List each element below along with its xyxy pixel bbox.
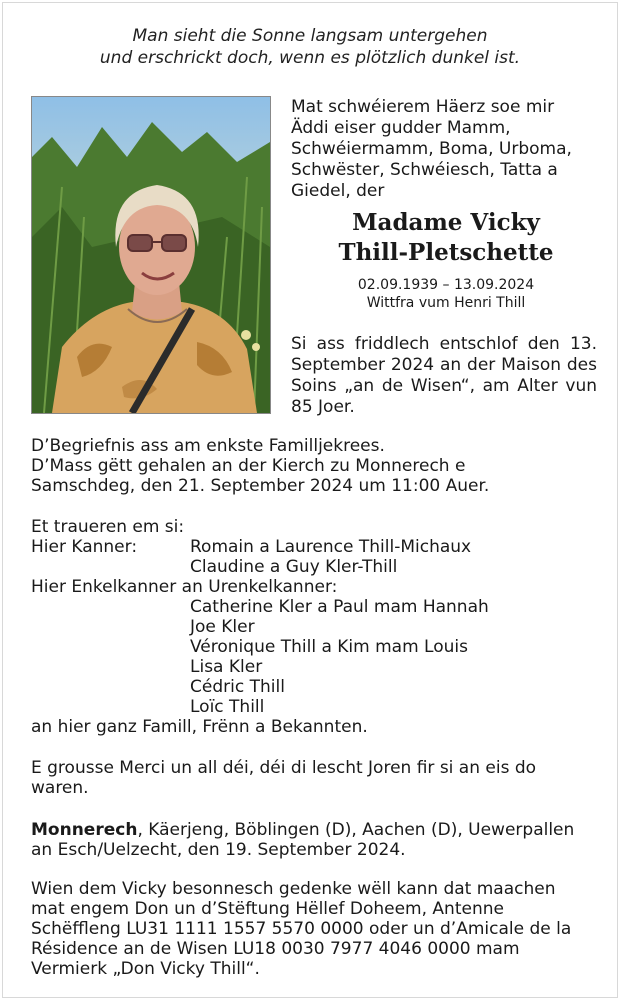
quote-line-1: Man sieht die Sonne langsam untergehen <box>132 26 488 46</box>
life-dates-block <box>291 276 601 312</box>
funeral-line: D’Begriefnis ass am enkste Familljekrees. <box>31 436 385 456</box>
intro-text <box>291 97 601 202</box>
donation-line: Wien dem Vicky besonnesch gedenke wëll kann dat maachen <box>31 879 556 899</box>
donation-line: Schëffleng LU31 1111 1557 5570 0000 oder un d’Amicale de la <box>31 919 572 939</box>
passing-statement: Si ass friddlech entschlof den 13. September 2024 an der Maison des Soins „an de Wisen“, am Alter vun 85 Joer. <box>291 334 597 417</box>
name-line-1: Madame Vicky <box>352 209 540 236</box>
place-rest: , Käerjeng, Böblingen (D), Aachen (D), Uewerpallen <box>137 820 575 840</box>
portrait-photo <box>31 96 271 414</box>
place-town: Monnerech <box>31 820 138 840</box>
donation-line: mat engem Don un d’Stëftung Hëllef Doheem, Antenne <box>31 899 504 919</box>
place-and-date <box>31 820 601 860</box>
life-dates: 02.09.1939 – 13.09.2024 <box>357 277 535 293</box>
thanks-note <box>31 758 601 798</box>
intro-line: Mat schwéierem Häerz soe mir <box>291 97 555 117</box>
donation-info <box>31 879 601 979</box>
funeral-line: D’Mass gëtt gehalen an der Kierch zu Monnerech e <box>31 456 466 476</box>
grandchild-entry: Joe Kler <box>190 617 255 637</box>
deceased-name <box>291 208 601 268</box>
children-label: Hier Kanner: <box>31 537 138 557</box>
grandchild-entry: Véronique Thill a Kim mam Louis <box>190 637 468 657</box>
mourners-list <box>31 517 601 737</box>
grandchild-entry: Catherine Kler a Paul mam Hannah <box>190 597 489 617</box>
thanks-line-1: E grousse Merci un all déi, déi di lescht Joren fir si an eis do <box>31 758 537 778</box>
donation-line: Vermierk „Don Vicky Thill“. <box>31 959 260 979</box>
widow-of: Wittfra vum Henri Thill <box>366 295 526 311</box>
child-entry: Romain a Laurence Thill-Michaux <box>190 537 472 557</box>
intro-line: Schwéiermamm, Boma, Urboma, <box>291 139 572 159</box>
quote-line-2: und erschrickt doch, wenn es plötzlich dunkel ist. <box>99 48 521 68</box>
place-line-1 <box>31 820 601 840</box>
opening-quote <box>3 25 617 69</box>
obituary-notice <box>2 2 618 998</box>
place-line-2: an Esch/Uelzecht, den 19. September 2024. <box>31 840 406 860</box>
grandchild-entry: Cédric Thill <box>190 677 285 697</box>
funeral-line: Samschdeg, den 21. September 2024 um 11:00 Auer. <box>31 476 490 496</box>
children-row <box>31 537 601 557</box>
child-entry: Claudine a Guy Kler-Thill <box>190 557 398 577</box>
donation-line: Résidence an de Wisen LU18 0030 7977 4046 0000 mam <box>31 939 520 959</box>
intro-line: Giedel, der <box>291 181 385 201</box>
intro-line: Schwëster, Schwéiesch, Tatta a <box>291 160 558 180</box>
name-line-2: Thill-Pletschette <box>338 239 554 266</box>
funeral-info <box>31 436 601 496</box>
grandchildren-label: Hier Enkelkanner an Urenkelkanner: <box>31 577 338 597</box>
intro-line: Äddi eiser gudder Mamm, <box>291 118 511 138</box>
mourners-intro: Et traueren em si: <box>31 517 185 537</box>
grandchild-entry: Lisa Kler <box>190 657 263 677</box>
thanks-line-2: waren. <box>31 778 89 798</box>
grandchild-entry: Loïc Thill <box>190 697 265 717</box>
mourners-closing: an hier ganz Famill, Frënn a Bekannten. <box>31 717 368 737</box>
